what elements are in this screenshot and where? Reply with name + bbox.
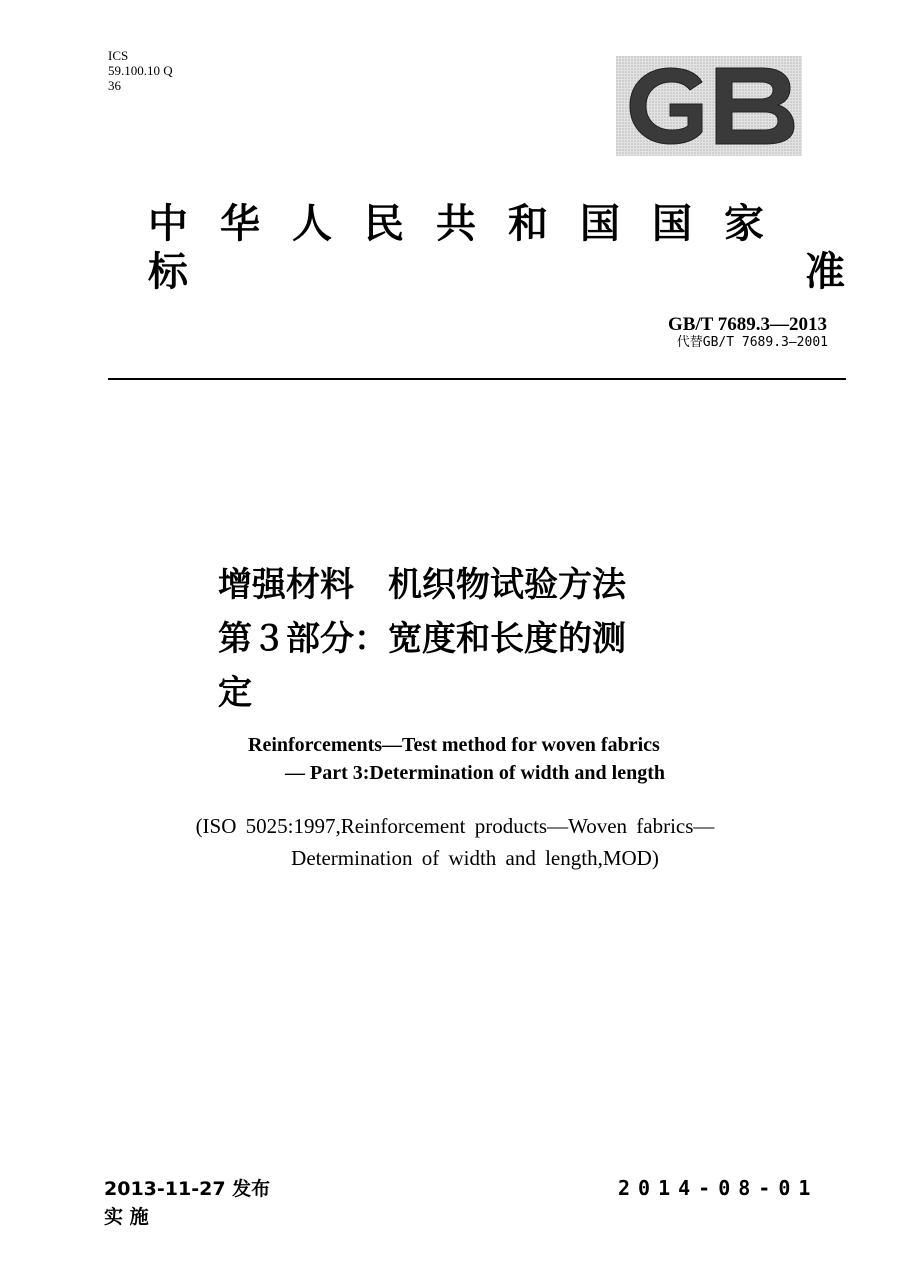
standard-number: GB/T 7689.3—2013 <box>667 314 827 335</box>
iso-reference <box>100 810 850 874</box>
national-standard-title: 中华人民共和国国家标 <box>148 200 796 295</box>
publish-date: 2013-11-27 发布 <box>104 1178 271 1200</box>
implement-label: 实 施 <box>104 1206 149 1228</box>
chinese-title-line-1: 增强材料 机织物试验方法 <box>218 565 626 605</box>
english-title <box>100 731 800 787</box>
replaces-standard: 代替GB/T 7689.3—2001 <box>676 335 828 350</box>
publish-info <box>104 1175 270 1231</box>
gb-logo <box>616 56 802 156</box>
ics-block <box>108 48 173 93</box>
ics-code: 59.100.10 Q <box>108 63 173 78</box>
gb-logo-mark <box>616 56 802 156</box>
english-title-line-1: Reinforcements—Test method for woven fabrics <box>248 734 660 756</box>
chinese-title-line-2: 第３部分：宽度和长度的测 <box>218 619 626 659</box>
chinese-title-line-3: 定 <box>218 673 252 713</box>
national-standard-title-wrap: 准 <box>805 248 845 295</box>
ics-number: 36 <box>108 78 121 93</box>
implement-date: 2014-08-01 <box>618 1176 819 1200</box>
chinese-title <box>218 558 626 720</box>
ics-label: ICS <box>108 48 129 63</box>
header-divider <box>108 378 846 380</box>
english-title-line-2: — Part 3:Determination of width and length <box>285 762 665 784</box>
iso-reference-line-1: (ISO 5025:1997,Reinforcement products—Woven fabrics— <box>195 814 715 838</box>
iso-reference-line-2: Determination of width and length,MOD) <box>291 846 659 870</box>
